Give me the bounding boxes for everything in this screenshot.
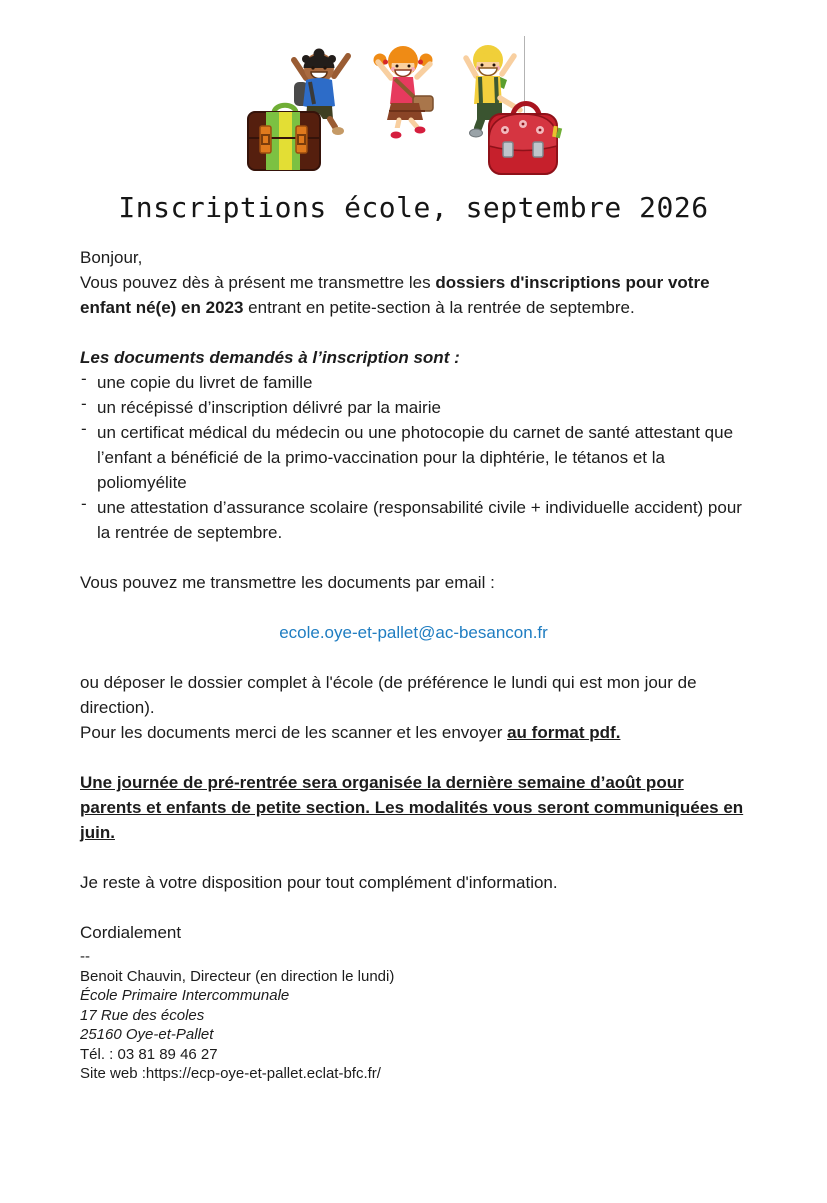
deposit-text: ou déposer le dossier complet à l'école (de préférence le lundi qui est mon jour de direction). bbox=[80, 673, 697, 717]
clipart-schoolbag-red bbox=[489, 104, 562, 175]
documents-list bbox=[80, 370, 747, 545]
letter-body bbox=[80, 245, 747, 1084]
signature-block bbox=[80, 947, 747, 1084]
sig-street: 17 Rue des écoles bbox=[80, 1006, 205, 1024]
email-intro: Vous pouvez me transmettre les documents par email : bbox=[80, 573, 495, 592]
pdf-format-emphasis: au format pdf. bbox=[507, 723, 621, 742]
greeting: Bonjour, bbox=[80, 248, 143, 267]
email-link[interactable]: ecole.oye-et-pallet@ac-besancon.fr bbox=[279, 623, 548, 642]
list-item-livret: - une copie du livret de famille bbox=[80, 370, 747, 395]
sig-school: École Primaire Intercommunale bbox=[80, 987, 290, 1004]
list-item-certificat: - un certificat médical du médecin ou une photocopie du carnet de santé attestant que l’enfant a bénéficié de la primo-vaccination pour la diphtérie, le tétanos et la poliomyélite bbox=[80, 420, 747, 495]
sig-name: Benoit Chauvin, Directeur (en direction le lundi) bbox=[80, 967, 395, 985]
documents-heading: Les documents demandés à l’inscription sont : bbox=[80, 348, 460, 367]
closing-line: Je reste à votre disposition pour tout complément d'information. bbox=[80, 873, 558, 892]
sig-phone: Tél. : 03 81 89 46 27 bbox=[80, 1045, 218, 1063]
salutation: Cordialement bbox=[80, 923, 182, 942]
greeting-paragraph bbox=[80, 245, 747, 320]
clipart-satchel-brown bbox=[248, 105, 320, 170]
email-paragraph bbox=[80, 620, 747, 645]
list-item-recepisse: - un récépissé d’inscription délivré par la mairie bbox=[80, 395, 747, 420]
clipart-container bbox=[240, 34, 570, 177]
letter-page bbox=[0, 34, 827, 1203]
intro-pre: Vous pouvez dès à présent me transmettre les bbox=[80, 273, 436, 292]
page-title: Inscriptions école, septembre 2026 bbox=[118, 191, 709, 224]
sig-separator: -- bbox=[80, 948, 90, 965]
clipart-girl bbox=[374, 46, 434, 139]
sig-city: 25160 Oye-et-Pallet bbox=[80, 1026, 214, 1043]
list-item-attestation: - une attestation d’assurance scolaire (responsabilité civile + individuelle accident) pour la rentrée de septembre. bbox=[80, 495, 747, 545]
deposit-paragraph bbox=[80, 670, 747, 745]
sig-website: Site web :https://ecp-oye-et-pallet.eclat-bfc.fr/ bbox=[80, 1065, 381, 1082]
children-clipart bbox=[240, 34, 570, 177]
pre-rentree-notice: Une journée de pré-rentrée sera organisée la dernière semaine d’août pour parents et enfants de petite section. Les modalités vous seront communiquées en juin. bbox=[80, 773, 744, 842]
intro-bold: dossiers d'inscriptions pour votre enfant né(e) en 2023 bbox=[80, 273, 710, 317]
intro-post: entrant en petite-section à la rentrée de septembre. bbox=[243, 298, 635, 317]
scan-text: Pour les documents merci de les scanner et les envoyer bbox=[80, 723, 508, 742]
